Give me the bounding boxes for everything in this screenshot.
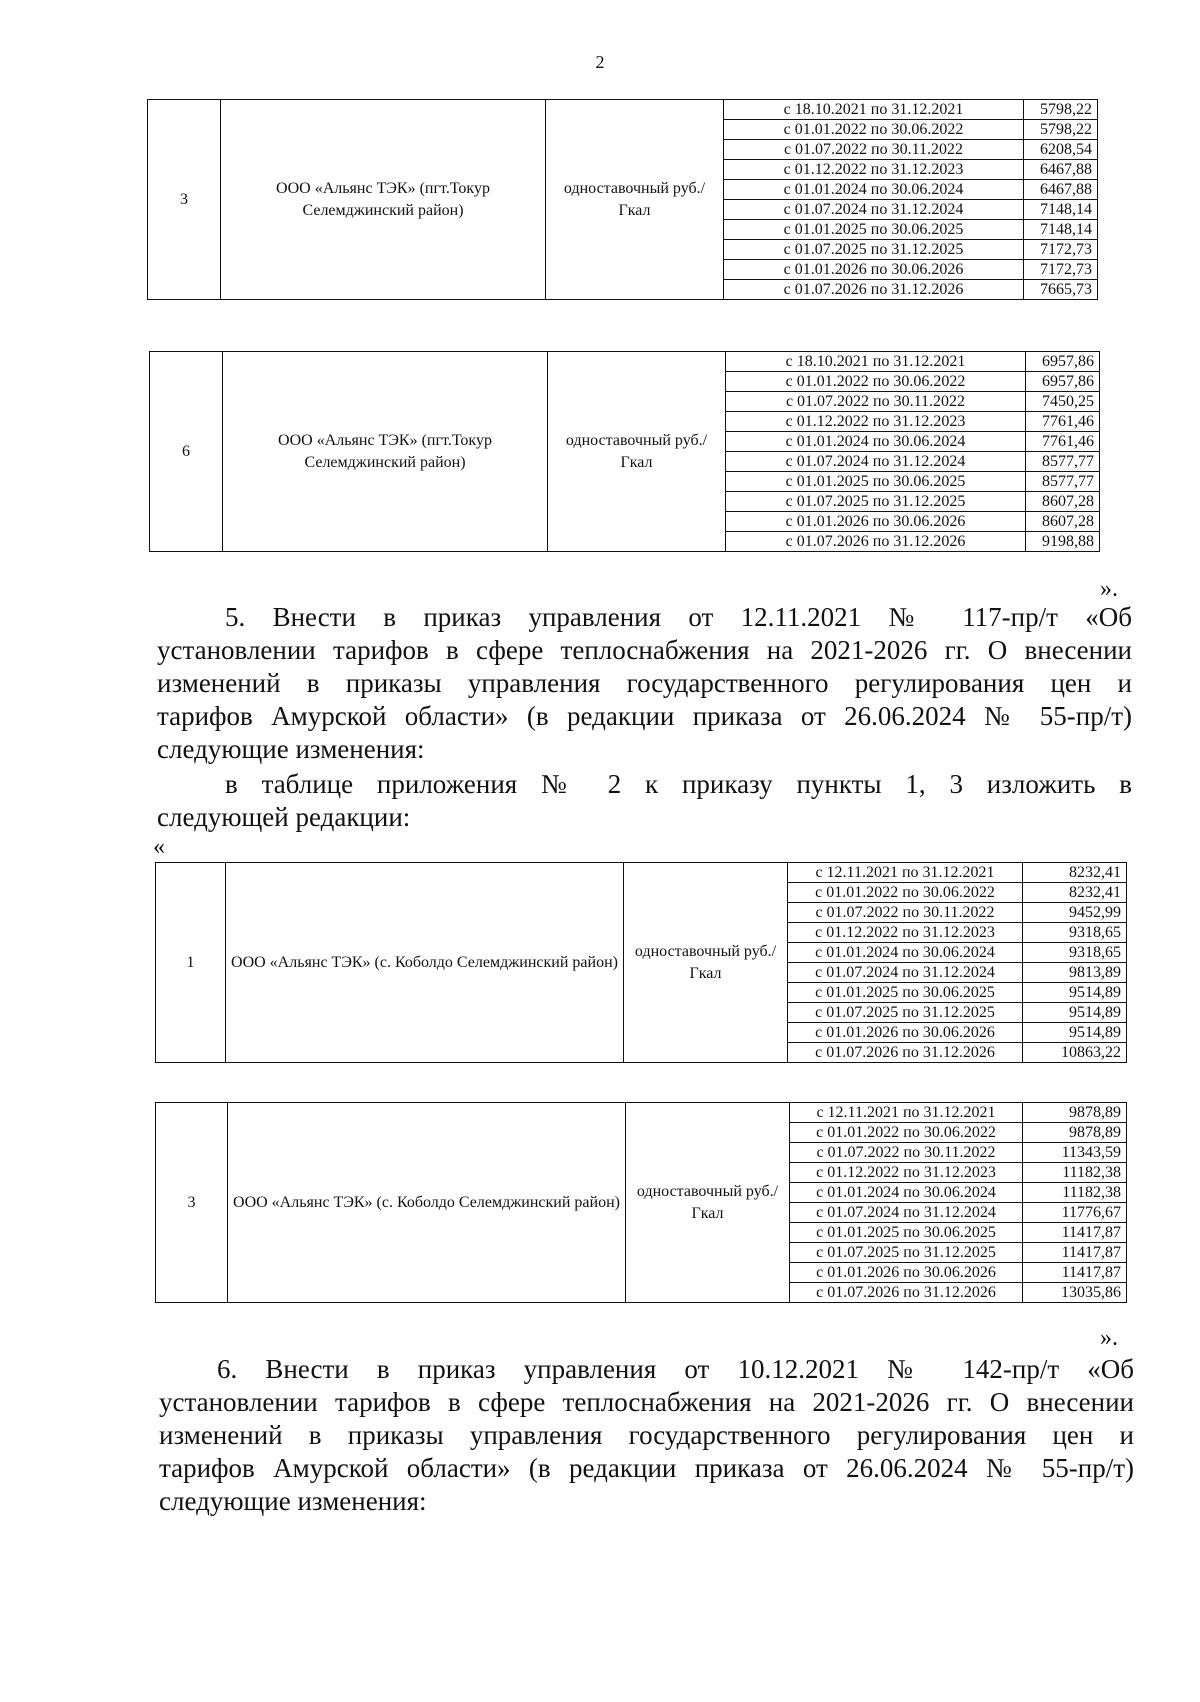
period-cell: с 01.01.2024 по 30.06.2024 (724, 180, 1024, 200)
period-cell: с 01.07.2026 по 31.12.2026 (788, 1043, 1023, 1063)
period-cell: с 01.01.2024 по 30.06.2024 (788, 943, 1023, 963)
period-cell: с 12.11.2021 по 31.12.2021 (790, 1103, 1023, 1123)
period-cell: с 01.07.2024 по 31.12.2024 (788, 963, 1023, 983)
period-cell: с 18.10.2021 по 31.12.2021 (726, 352, 1026, 372)
paragraph-5-line-2: установлении тарифов в сфере теплоснабжения на 2021-2026 гг. О внесении (157, 635, 1132, 665)
tariff-value-cell: 9878,89 (1023, 1103, 1127, 1123)
item-number-cell: 3 (148, 100, 221, 300)
paragraph-5-line-5: следующие изменения: (157, 734, 425, 764)
period-cell: с 01.12.2022 по 31.12.2023 (788, 923, 1023, 943)
tariff-value-cell: 11417,87 (1023, 1223, 1127, 1243)
tariff-value-cell: 5798,22 (1024, 120, 1098, 140)
tariff-value-cell: 13035,86 (1023, 1283, 1127, 1303)
paragraph-6-line-2: установлении тарифов в сфере теплоснабжения на 2021-2026 гг. О внесении (159, 1387, 1134, 1417)
period-cell: с 01.07.2025 по 31.12.2025 (790, 1243, 1023, 1263)
tariff-value-cell: 7148,14 (1024, 200, 1098, 220)
tariff-type-cell: одноставочный руб./Гкал (548, 352, 726, 552)
period-cell: с 01.01.2026 по 30.06.2026 (726, 512, 1026, 532)
period-cell: с 01.07.2024 по 31.12.2024 (726, 452, 1026, 472)
tariff-value-cell: 11182,38 (1023, 1163, 1127, 1183)
tariff-value-cell: 8232,41 (1023, 863, 1127, 883)
paragraph-5 (157, 601, 1132, 766)
tariff-value-cell: 9514,89 (1023, 1003, 1127, 1023)
tariff-value-cell: 8577,77 (1026, 452, 1100, 472)
period-cell: с 01.01.2024 по 30.06.2024 (726, 432, 1026, 452)
tariff-value-cell: 9514,89 (1023, 1023, 1127, 1043)
period-cell: с 01.07.2022 по 30.11.2022 (724, 140, 1024, 160)
paragraph-6 (159, 1353, 1134, 1518)
tariff-value-cell: 11417,87 (1023, 1263, 1127, 1283)
period-cell: с 01.01.2022 по 30.06.2022 (724, 120, 1024, 140)
tariff-value-cell: 7761,46 (1026, 432, 1100, 452)
tariff-value-cell: 8232,41 (1023, 883, 1127, 903)
period-cell: с 01.07.2026 по 31.12.2026 (724, 280, 1024, 300)
organization-cell: ООО «Альянс ТЭК» (пгт.Токур Селемджинский район) (221, 100, 546, 300)
period-cell: с 01.01.2022 по 30.06.2022 (790, 1123, 1023, 1143)
tariff-value-cell: 8577,77 (1026, 472, 1100, 492)
tariff-table-1 (147, 99, 1098, 300)
tariff-value-cell: 9813,89 (1023, 963, 1127, 983)
page-number: 2 (595, 52, 605, 72)
tariff-value-cell: 9198,88 (1026, 532, 1100, 552)
period-cell: с 01.01.2026 по 30.06.2026 (788, 1023, 1023, 1043)
paragraph-5-line-3: изменений в приказы управления государственного регулирования цен и (157, 668, 1132, 698)
paragraph-6-line-4: тарифов Амурской области» (в редакции приказа от 26.06.2024 № 55-пр/т) (159, 1453, 1134, 1483)
tariff-value-cell: 8607,28 (1026, 512, 1100, 532)
paragraph-5-line-1: 5. Внести в приказ управления от 12.11.2021 № 117-пр/т «Об (225, 602, 1132, 632)
period-cell: с 01.01.2026 по 30.06.2026 (790, 1263, 1023, 1283)
period-cell: с 01.12.2022 по 31.12.2023 (726, 412, 1026, 432)
period-cell: с 01.01.2022 по 30.06.2022 (788, 883, 1023, 903)
period-cell: с 01.12.2022 по 31.12.2023 (724, 160, 1024, 180)
tariff-row (156, 1103, 1127, 1123)
period-cell: с 01.07.2024 по 31.12.2024 (790, 1203, 1023, 1223)
period-cell: с 01.01.2024 по 30.06.2024 (790, 1183, 1023, 1203)
period-cell: с 01.07.2025 по 31.12.2025 (726, 492, 1026, 512)
tariff-table-4 (155, 1102, 1127, 1303)
closing-quote-2: ». (1100, 1325, 1118, 1351)
tariff-value-cell: 5798,22 (1024, 100, 1098, 120)
tariff-type-cell: одноставочный руб./Гкал (626, 1103, 790, 1303)
tariff-table-2 (149, 351, 1100, 552)
closing-quote-1: ». (1100, 576, 1118, 602)
period-cell: с 01.01.2022 по 30.06.2022 (726, 372, 1026, 392)
period-cell: с 01.07.2022 по 30.11.2022 (788, 903, 1023, 923)
tariff-value-cell: 9514,89 (1023, 983, 1127, 1003)
paragraph-6-line-1: 6. Внести в приказ управления от 10.12.2021 № 142-пр/т «Об (217, 1354, 1134, 1384)
organization-cell: ООО «Альянс ТЭК» (с. Коболдо Селемджинский район) (226, 863, 624, 1063)
tariff-value-cell: 7172,73 (1024, 240, 1098, 260)
period-cell: с 12.11.2021 по 31.12.2021 (788, 863, 1023, 883)
paragraph-5b-line-2: следующей редакции: (157, 802, 411, 832)
period-cell: с 01.01.2026 по 30.06.2026 (724, 260, 1024, 280)
tariff-type-cell: одноставочный руб./Гкал (546, 100, 724, 300)
paragraph-6-line-5: следующие изменения: (159, 1486, 427, 1516)
period-cell: с 01.07.2026 по 31.12.2026 (790, 1283, 1023, 1303)
organization-cell: ООО «Альянс ТЭК» (пгт.Токур Селемджинский район) (223, 352, 548, 552)
item-number-cell: 3 (156, 1103, 228, 1303)
period-cell: с 18.10.2021 по 31.12.2021 (724, 100, 1024, 120)
tariff-value-cell: 9878,89 (1023, 1123, 1127, 1143)
period-cell: с 01.07.2025 по 31.12.2025 (724, 240, 1024, 260)
organization-cell: ООО «Альянс ТЭК» (с. Коболдо Селемджинский район) (228, 1103, 626, 1303)
period-cell: с 01.07.2022 по 30.11.2022 (790, 1143, 1023, 1163)
tariff-value-cell: 7665,73 (1024, 280, 1098, 300)
tariff-value-cell: 6467,88 (1024, 180, 1098, 200)
tariff-row (148, 100, 1098, 120)
tariff-value-cell: 8607,28 (1026, 492, 1100, 512)
opening-quote: « (153, 834, 165, 860)
item-number-cell: 6 (150, 352, 223, 552)
tariff-value-cell: 6957,86 (1026, 372, 1100, 392)
tariff-value-cell: 11343,59 (1023, 1143, 1127, 1163)
tariff-value-cell: 11182,38 (1023, 1183, 1127, 1203)
tariff-value-cell: 7172,73 (1024, 260, 1098, 280)
tariff-row (150, 352, 1100, 372)
tariff-value-cell: 9452,99 (1023, 903, 1127, 923)
tariff-value-cell: 7450,25 (1026, 392, 1100, 412)
tariff-value-cell: 7148,14 (1024, 220, 1098, 240)
period-cell: с 01.07.2024 по 31.12.2024 (724, 200, 1024, 220)
tariff-type-cell: одноставочный руб./Гкал (624, 863, 788, 1063)
period-cell: с 01.07.2026 по 31.12.2026 (726, 532, 1026, 552)
tariff-value-cell: 6467,88 (1024, 160, 1098, 180)
item-number-cell: 1 (156, 863, 226, 1063)
tariff-table-3 (155, 862, 1127, 1063)
period-cell: с 01.07.2022 по 30.11.2022 (726, 392, 1026, 412)
tariff-value-cell: 9318,65 (1023, 923, 1127, 943)
tariff-value-cell: 10863,22 (1023, 1043, 1127, 1063)
period-cell: с 01.12.2022 по 31.12.2023 (790, 1163, 1023, 1183)
period-cell: с 01.01.2025 по 30.06.2025 (788, 983, 1023, 1003)
period-cell: с 01.01.2025 по 30.06.2025 (726, 472, 1026, 492)
paragraph-6-line-3: изменений в приказы управления государственного регулирования цен и (159, 1420, 1134, 1450)
tariff-value-cell: 7761,46 (1026, 412, 1100, 432)
tariff-value-cell: 6208,54 (1024, 140, 1098, 160)
paragraph-5b-line-1: в таблице приложения № 2 к приказу пункты 1, 3 изложить в (225, 769, 1132, 799)
period-cell: с 01.01.2025 по 30.06.2025 (724, 220, 1024, 240)
tariff-value-cell: 11417,87 (1023, 1243, 1127, 1263)
period-cell: с 01.07.2025 по 31.12.2025 (788, 1003, 1023, 1023)
paragraph-5b (157, 768, 1132, 834)
tariff-row (156, 863, 1127, 883)
paragraph-5-line-4: тарифов Амурской области» (в редакции приказа от 26.06.2024 № 55-пр/т) (157, 701, 1132, 731)
period-cell: с 01.01.2025 по 30.06.2025 (790, 1223, 1023, 1243)
tariff-value-cell: 6957,86 (1026, 352, 1100, 372)
tariff-value-cell: 9318,65 (1023, 943, 1127, 963)
tariff-value-cell: 11776,67 (1023, 1203, 1127, 1223)
